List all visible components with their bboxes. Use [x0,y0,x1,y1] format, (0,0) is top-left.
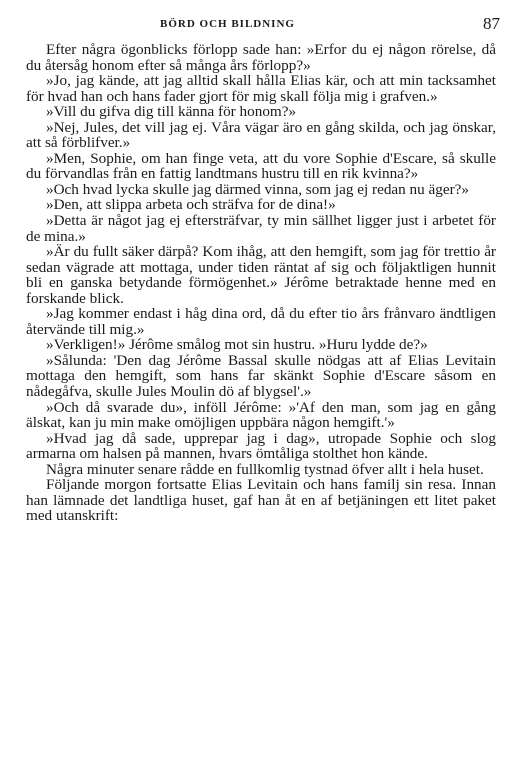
paragraph: »Detta är något jag ej eftersträfvar, ty min sällhet ligger just i arbetet för de mina.» [26,212,496,245]
paragraph: »Vill du gifva dig till känna för honom?» [46,103,297,121]
paragraph: »Är du fullt säker därpå? Kom ihåg, att den hemgift, som jag för trettio år sedan vägrade att mottaga, under tiden räntat af sig och följaktligen hunnit bli en ganska betydande förmögenhet.» Jérôme betraktade henne med en forskande blick. [26,243,496,307]
paragraph: »Den, att slippa arbeta och sträfva for de dina!» [46,196,336,214]
paragraph: Efter några ögonblicks förlopp sade han: »Erfor du ej någon rörelse, då du återsåg honom efter så många års förlopp?» [26,41,496,74]
page-header [30,14,500,38]
body-text [26,42,496,524]
paragraph: »Hvad jag då sade, upprepar jag i dag», utropade Sophie och slog armarna om halsen på mannen, hvars ömtåliga stolthet hon kände. [26,429,496,463]
running-title: BÖRD OCH BILDNING [160,18,295,30]
paragraph: »Verkligen!» Jérôme smålog mot sin hustru. »Huru lydde de?» [46,336,428,354]
paragraph: »Men, Sophie, om han finge veta, att du vore Sophie d'Escare, så skulle du förvandlas från en fattig landtmans hustru till en rik kvinna?» [26,149,496,183]
paragraph: Några minuter senare rådde en fullkomlig tystnad öfver allt i hela huset. [46,460,484,478]
paragraph: »Och hvad lycka skulle jag därmed vinna, som jag ej redan nu äger?» [46,180,469,198]
paragraph: »Jo, jag kände, att jag alltid skall hålla Elias kär, och att min tacksamhet för hvad han och hans fader gjort för mig skall följa mig i grafven.» [26,72,496,105]
paragraph: »Nej, Jules, det vill jag ej. Våra vägar äro en gång skilda, och jag önskar, att så förblifver.» [26,118,496,152]
paragraph: Följande morgon fortsatte Elias Levitain och hans familj sin resa. Innan han lämnade det landtliga huset, gaf han åt en af betjäningen ett litet paket med utanskrift: [26,476,496,525]
paragraph: »Jag kommer endast i håg dina ord, då du efter tio års frånvaro ändtligen återvände till mig.» [26,305,496,338]
paragraph: »Sålunda: 'Den dag Jérôme Bassal skulle nödgas att af Elias Levitain mottaga den hemgift, som hans far skänkt Sophie d'Escare såsom en nådegåfva, skulle Jules Moulin dö af blygsel'.» [26,351,496,401]
page-number: 87 [483,14,500,33]
paragraph: »Och då svarade du», inföll Jérôme: »'Af den man, som jag en gång älskat, kan ju min make omöjligen uppbära någon hemgift.'» [26,398,496,432]
